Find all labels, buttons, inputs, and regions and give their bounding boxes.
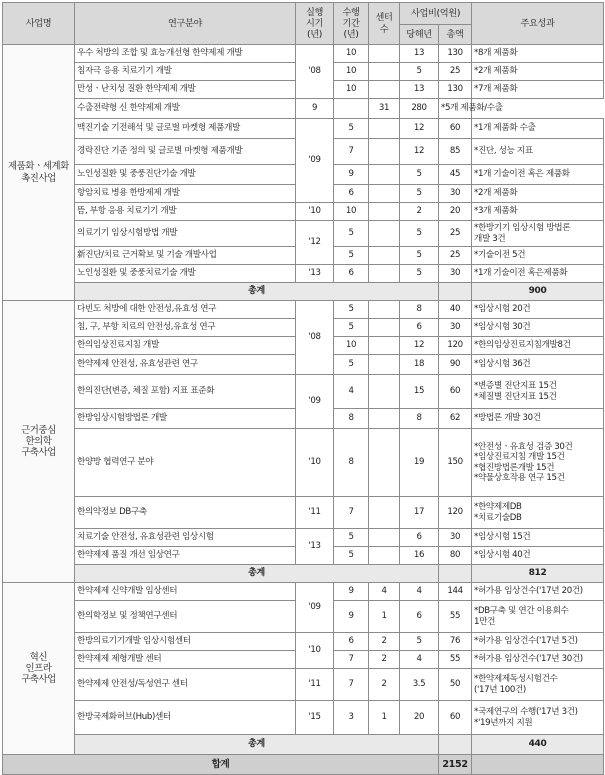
outcome-cell: *임상시험 40건 bbox=[472, 547, 604, 565]
center-count-cell bbox=[369, 409, 400, 429]
section-name: 제품화ㆍ세계화 촉진사업 bbox=[3, 45, 75, 301]
budget-total-cell: 60 bbox=[439, 119, 472, 139]
budget-total-cell: 90 bbox=[439, 355, 472, 375]
outcome-cell: *임상시험 30건 bbox=[472, 319, 604, 337]
table-row bbox=[3, 119, 604, 139]
research-area-cell: 한의학정보 및 정책연구센터 bbox=[75, 601, 296, 633]
table-row bbox=[3, 203, 604, 221]
period-cell: 9 bbox=[334, 165, 369, 185]
section-name: 혁신 인프라 구축사업 bbox=[3, 583, 75, 755]
table-row bbox=[3, 701, 604, 735]
period-cell: 10 bbox=[334, 45, 369, 63]
research-area-cell: 한약제제 안전성, 유효성관련 연구 bbox=[75, 355, 296, 375]
budget-total-cell: 130 bbox=[439, 45, 472, 63]
section-total-row bbox=[3, 735, 604, 755]
budget-total-cell: 85 bbox=[439, 139, 472, 165]
research-area-cell: 맥진기술 기전해석 및 글로벌 마켓형 제품개발 bbox=[75, 119, 296, 139]
outcome-cell: *허가용 임상건수('17년 20건) bbox=[472, 583, 604, 601]
outcome-cell: *허가용 임상건수('17년 30건) bbox=[472, 651, 604, 669]
center-count-cell bbox=[369, 139, 400, 165]
budget-total-cell: 30 bbox=[439, 319, 472, 337]
period-cell: 5 bbox=[334, 301, 369, 319]
research-area-cell: 우수 처방의 조합 및 효능개선형 한약제제 개발 bbox=[75, 45, 296, 63]
period-cell: 10 bbox=[334, 81, 369, 99]
center-count-cell bbox=[369, 203, 400, 221]
outcome-cell: *기술이전 5건 bbox=[472, 247, 604, 265]
research-area-cell: 한약제제 품질 개선 임상연구 bbox=[75, 547, 296, 565]
period-cell: 10 bbox=[334, 203, 369, 221]
research-area-cell: 한의약정보 DB구축 bbox=[75, 497, 296, 529]
section-total-row bbox=[3, 565, 604, 583]
outcome-cell: *8개 제품화 bbox=[472, 45, 604, 63]
center-count-cell bbox=[369, 337, 400, 355]
budget-total-cell: 76 bbox=[439, 633, 472, 651]
budget-total-cell: 30 bbox=[439, 265, 472, 283]
period-cell: 5 bbox=[334, 319, 369, 337]
outcome-cell: *임상시험 15건 bbox=[472, 529, 604, 547]
budget-year-cell: 16 bbox=[400, 547, 439, 565]
outcome-cell: *7개 제품화 bbox=[472, 81, 604, 99]
table-row bbox=[3, 375, 604, 409]
outcome-cell: *3개 제품화 bbox=[472, 203, 604, 221]
table-row bbox=[3, 497, 604, 529]
header-total: 총액 bbox=[439, 25, 472, 45]
outcome-cell: *2개 제품화 bbox=[472, 63, 604, 81]
table-row bbox=[3, 265, 604, 283]
period-cell: 9 bbox=[334, 601, 369, 633]
outcome-cell: *DB구축 및 연간 이용회수 1만건 bbox=[472, 601, 604, 633]
budget-total-cell: 130 bbox=[439, 81, 472, 99]
period-cell: 7 bbox=[334, 651, 369, 669]
budget-year-cell: 5 bbox=[400, 185, 439, 203]
budget-year-cell: 5 bbox=[400, 247, 439, 265]
outcome-cell: *한방기기 임상시험 방법론 개발 3건 bbox=[472, 221, 604, 247]
period-cell: 6 bbox=[334, 185, 369, 203]
center-count-cell bbox=[369, 355, 400, 375]
center-count-cell bbox=[369, 221, 400, 247]
research-area-cell: 항암치료 병용 한방제제 개발 bbox=[75, 185, 296, 203]
budget-total-cell: 280 bbox=[400, 99, 439, 119]
budget-year-cell: 13 bbox=[400, 81, 439, 99]
research-area-cell: 한방임상시험방법론 개발 bbox=[75, 409, 296, 429]
outcome-cell: *임상시험 36건 bbox=[472, 355, 604, 375]
research-area-cell: 한방국제화허브(Hub)센터 bbox=[75, 701, 296, 735]
section-total-label: 총계 bbox=[75, 735, 439, 755]
budget-year-cell: 5 bbox=[400, 265, 439, 283]
budget-year-cell: 5 bbox=[400, 221, 439, 247]
budget-year-cell: 5 bbox=[400, 63, 439, 81]
budget-total-cell: 144 bbox=[439, 583, 472, 601]
start-year-cell: '09 bbox=[296, 119, 334, 203]
outcome-cell: *한의임상진료지침개발8건 bbox=[472, 337, 604, 355]
research-area-cell: 한약제제 안전성/독성연구 센터 bbox=[75, 669, 296, 701]
outcome-cell: *방법론 개발 30건 bbox=[472, 409, 604, 429]
outcome-cell: *한약제제독성시험건수 ('17년 100건) bbox=[472, 669, 604, 701]
section-total-row bbox=[3, 283, 604, 301]
budget-total-cell: 30 bbox=[439, 529, 472, 547]
header-year: 당해년 bbox=[400, 25, 439, 45]
budget-year-cell: 13 bbox=[400, 45, 439, 63]
center-count-cell bbox=[369, 429, 400, 497]
center-count-cell: 2 bbox=[369, 651, 400, 669]
budget-year-cell: 6 bbox=[400, 601, 439, 633]
research-area-cell: 한방의료기기개발 임상시험센터 bbox=[75, 633, 296, 651]
start-year-cell: '08 bbox=[296, 45, 334, 99]
center-count-cell: 1 bbox=[369, 701, 400, 735]
budget-total-cell: 45 bbox=[439, 165, 472, 185]
period-cell: 7 bbox=[334, 669, 369, 701]
center-count-cell: 4 bbox=[369, 583, 400, 601]
header-outcome: 주요성과 bbox=[472, 3, 604, 45]
budget-total-cell: 60 bbox=[439, 701, 472, 735]
research-area-cell: 한양방 협력연구 분야 bbox=[75, 429, 296, 497]
budget-year-cell: 4 bbox=[400, 651, 439, 669]
header-row bbox=[3, 3, 604, 25]
center-count-cell bbox=[369, 45, 400, 63]
table-row bbox=[3, 301, 604, 319]
budget-total-cell: 62 bbox=[439, 409, 472, 429]
budget-year-cell: 2 bbox=[400, 203, 439, 221]
research-area-cell: 노인성질환 및 중풍치료기술 개발 bbox=[75, 265, 296, 283]
section-total-blank bbox=[439, 565, 472, 583]
budget-year-cell: 18 bbox=[400, 355, 439, 375]
start-year-cell: '10 bbox=[296, 429, 334, 497]
budget-year-cell: 6 bbox=[400, 529, 439, 547]
outcome-cell: *1개 제품화 수출 bbox=[472, 119, 604, 139]
budget-total-cell: 20 bbox=[439, 203, 472, 221]
outcome-cell: *1개 기술이전 혹은 제품화 bbox=[472, 165, 604, 185]
period-cell: 8 bbox=[334, 409, 369, 429]
research-area-cell: 만성ㆍ난치성 질환 한약제제 개발 bbox=[75, 81, 296, 99]
center-count-cell: 2 bbox=[369, 669, 400, 701]
start-year-cell: '08 bbox=[296, 301, 334, 375]
center-count-cell bbox=[369, 185, 400, 203]
center-count-cell bbox=[369, 529, 400, 547]
period-cell: 8 bbox=[334, 429, 369, 497]
table-row bbox=[3, 583, 604, 601]
start-year-cell: '09 bbox=[296, 583, 334, 633]
center-count-cell bbox=[334, 99, 369, 119]
research-area-cell: 한약제제 신약개발 임상센터 bbox=[75, 583, 296, 601]
outcome-cell: *안전성ㆍ유효성 검증 30건 *임상진료지침 개발 15건 *협진방법론개발 15건 *약물상호작용 연구 15건 bbox=[472, 429, 604, 497]
budget-year-cell: 15 bbox=[400, 375, 439, 409]
outcome-cell: *진단, 성능 지표 bbox=[472, 139, 604, 165]
research-area-cell: 수출전략형 신 한약제제 개발 bbox=[75, 99, 296, 119]
outcome-cell: *2개 제품화 bbox=[472, 185, 604, 203]
start-year-cell: '10 bbox=[296, 203, 334, 221]
outcome-cell: *국제연구의 수행('17년 3건) *'19년까지 지원 bbox=[472, 701, 604, 735]
budget-total-cell: 25 bbox=[439, 221, 472, 247]
budget-year-cell: 31 bbox=[369, 99, 400, 119]
table-row bbox=[3, 529, 604, 547]
start-year-cell: '15 bbox=[296, 701, 334, 735]
period-cell: 3 bbox=[334, 701, 369, 735]
section-total-blank bbox=[439, 283, 472, 301]
table-row bbox=[3, 99, 604, 119]
outcome-cell: *한약제제DB *치료기술DB bbox=[472, 497, 604, 529]
budget-year-cell: 5 bbox=[400, 633, 439, 651]
budget-total-cell: 60 bbox=[439, 375, 472, 409]
center-count-cell bbox=[369, 119, 400, 139]
budget-year-cell: 20 bbox=[400, 701, 439, 735]
center-count-cell bbox=[369, 375, 400, 409]
period-cell: 5 bbox=[334, 547, 369, 565]
budget-year-cell: 8 bbox=[400, 301, 439, 319]
outcome-cell: *변증별 진단지표 15건 *체질별 진단지표 15건 bbox=[472, 375, 604, 409]
section-total-blank bbox=[439, 735, 472, 755]
research-area-cell: 한의진단(변증, 체질 포함) 지표 표준화 bbox=[75, 375, 296, 409]
start-year-cell: '11 bbox=[296, 497, 334, 529]
outcome-cell: *허가용 임상건수('17년 5건) bbox=[472, 633, 604, 651]
budget-year-cell: 19 bbox=[400, 429, 439, 497]
research-area-cell: 노인성질환 및 중풍진단기술 개발 bbox=[75, 165, 296, 185]
budget-year-cell: 6 bbox=[400, 319, 439, 337]
research-area-cell: 뜸, 부항 응용 치료기기 개발 bbox=[75, 203, 296, 221]
period-cell: 5 bbox=[334, 529, 369, 547]
section-name: 근거중심 한의학 구축사업 bbox=[3, 301, 75, 583]
period-cell: 5 bbox=[334, 355, 369, 375]
center-count-cell bbox=[369, 63, 400, 81]
budget-year-cell: 12 bbox=[400, 337, 439, 355]
center-count-cell bbox=[369, 497, 400, 529]
outcome-cell: *1개 기술이전 혹은제품화 bbox=[472, 265, 604, 283]
grand-total-row bbox=[3, 755, 604, 775]
period-cell: 5 bbox=[334, 247, 369, 265]
budget-total-cell: 40 bbox=[439, 301, 472, 319]
start-year-cell: '10 bbox=[296, 633, 334, 669]
budget-total-cell: 55 bbox=[439, 601, 472, 633]
research-area-cell: 한의임상진료지침 개발 bbox=[75, 337, 296, 355]
budget-total-cell: 30 bbox=[439, 185, 472, 203]
period-cell: 7 bbox=[334, 139, 369, 165]
budget-year-cell: 12 bbox=[400, 139, 439, 165]
budget-total-cell: 25 bbox=[439, 247, 472, 265]
start-year-cell: '09 bbox=[296, 375, 334, 429]
research-area-cell: 경락진단 기준 정의 및 글로벌 마켓형 제품개발 bbox=[75, 139, 296, 165]
period-cell: 9 bbox=[334, 583, 369, 601]
header-start: 실행 시기 (년) bbox=[296, 3, 334, 45]
research-area-cell: 치료기술 안전성, 유효성관련 임상시험 bbox=[75, 529, 296, 547]
grand-total-outcome-blank bbox=[472, 755, 604, 775]
header-budget: 사업비(억원) bbox=[400, 3, 472, 25]
period-cell: 6 bbox=[334, 265, 369, 283]
research-area-cell: 新진단/치료 근거확보 및 기술 개발사업 bbox=[75, 247, 296, 265]
table-row bbox=[3, 221, 604, 247]
outcome-cell: *5개 제품화/수출 bbox=[439, 99, 472, 119]
period-cell: 9 bbox=[296, 99, 334, 119]
budget-year-cell: 3.5 bbox=[400, 669, 439, 701]
budget-total-cell: 80 bbox=[439, 547, 472, 565]
header-period: 수행 기간 (년) bbox=[334, 3, 369, 45]
start-year-cell: '13 bbox=[296, 529, 334, 565]
budget-total-cell: 25 bbox=[439, 63, 472, 81]
section-total-value: 812 bbox=[472, 565, 604, 583]
center-count-cell: 1 bbox=[369, 601, 400, 633]
header-name: 사업명 bbox=[3, 3, 75, 45]
budget-year-cell: 12 bbox=[400, 119, 439, 139]
table-row bbox=[3, 669, 604, 701]
budget-total-cell: 120 bbox=[439, 337, 472, 355]
research-area-cell: 침자극 응용 치료기기 개발 bbox=[75, 63, 296, 81]
section-total-label: 총계 bbox=[75, 565, 439, 583]
research-area-cell: 다빈도 처방에 대한 안전성,유효성 연구 bbox=[75, 301, 296, 319]
period-cell: 10 bbox=[334, 63, 369, 81]
budget-year-cell: 8 bbox=[400, 409, 439, 429]
period-cell: 5 bbox=[334, 119, 369, 139]
table-body bbox=[3, 3, 604, 775]
budget-total-cell: 55 bbox=[439, 651, 472, 669]
rd-program-table bbox=[2, 2, 604, 775]
grand-total-label: 합계 bbox=[3, 755, 439, 775]
budget-year-cell: 4 bbox=[400, 583, 439, 601]
section-total-value: 440 bbox=[472, 735, 604, 755]
budget-year-cell: 17 bbox=[400, 497, 439, 529]
center-count-cell: 2 bbox=[369, 633, 400, 651]
period-cell: 4 bbox=[334, 375, 369, 409]
budget-total-cell: 50 bbox=[439, 669, 472, 701]
period-cell: 5 bbox=[334, 221, 369, 247]
center-count-cell bbox=[369, 319, 400, 337]
center-count-cell bbox=[369, 247, 400, 265]
section-total-value: 900 bbox=[472, 283, 604, 301]
period-cell: 6 bbox=[334, 633, 369, 651]
center-count-cell bbox=[369, 165, 400, 185]
research-area-cell: 의료기기 임상시험방법 개발 bbox=[75, 221, 296, 247]
budget-year-cell: 5 bbox=[400, 165, 439, 185]
grand-total-value: 2152 bbox=[439, 755, 472, 775]
section-total-label: 총계 bbox=[75, 283, 439, 301]
center-count-cell bbox=[369, 81, 400, 99]
research-area-cell: 침, 구, 부항 치료의 안전성,유효성 연구 bbox=[75, 319, 296, 337]
research-area-cell: 한약제제 제형개발 센터 bbox=[75, 651, 296, 669]
budget-total-cell: 120 bbox=[439, 497, 472, 529]
table-row bbox=[3, 45, 604, 63]
period-cell: 7 bbox=[334, 497, 369, 529]
start-year-cell: '13 bbox=[296, 265, 334, 283]
center-count-cell bbox=[369, 547, 400, 565]
center-count-cell bbox=[369, 265, 400, 283]
period-cell: 10 bbox=[334, 337, 369, 355]
table-row bbox=[3, 429, 604, 497]
start-year-cell: '11 bbox=[296, 669, 334, 701]
center-count-cell bbox=[369, 301, 400, 319]
table-row bbox=[3, 633, 604, 651]
outcome-cell: *임상시험 20건 bbox=[472, 301, 604, 319]
start-year-cell: '12 bbox=[296, 221, 334, 265]
header-area: 연구분야 bbox=[75, 3, 296, 45]
header-center: 센터 수 bbox=[369, 3, 400, 45]
budget-total-cell: 150 bbox=[439, 429, 472, 497]
